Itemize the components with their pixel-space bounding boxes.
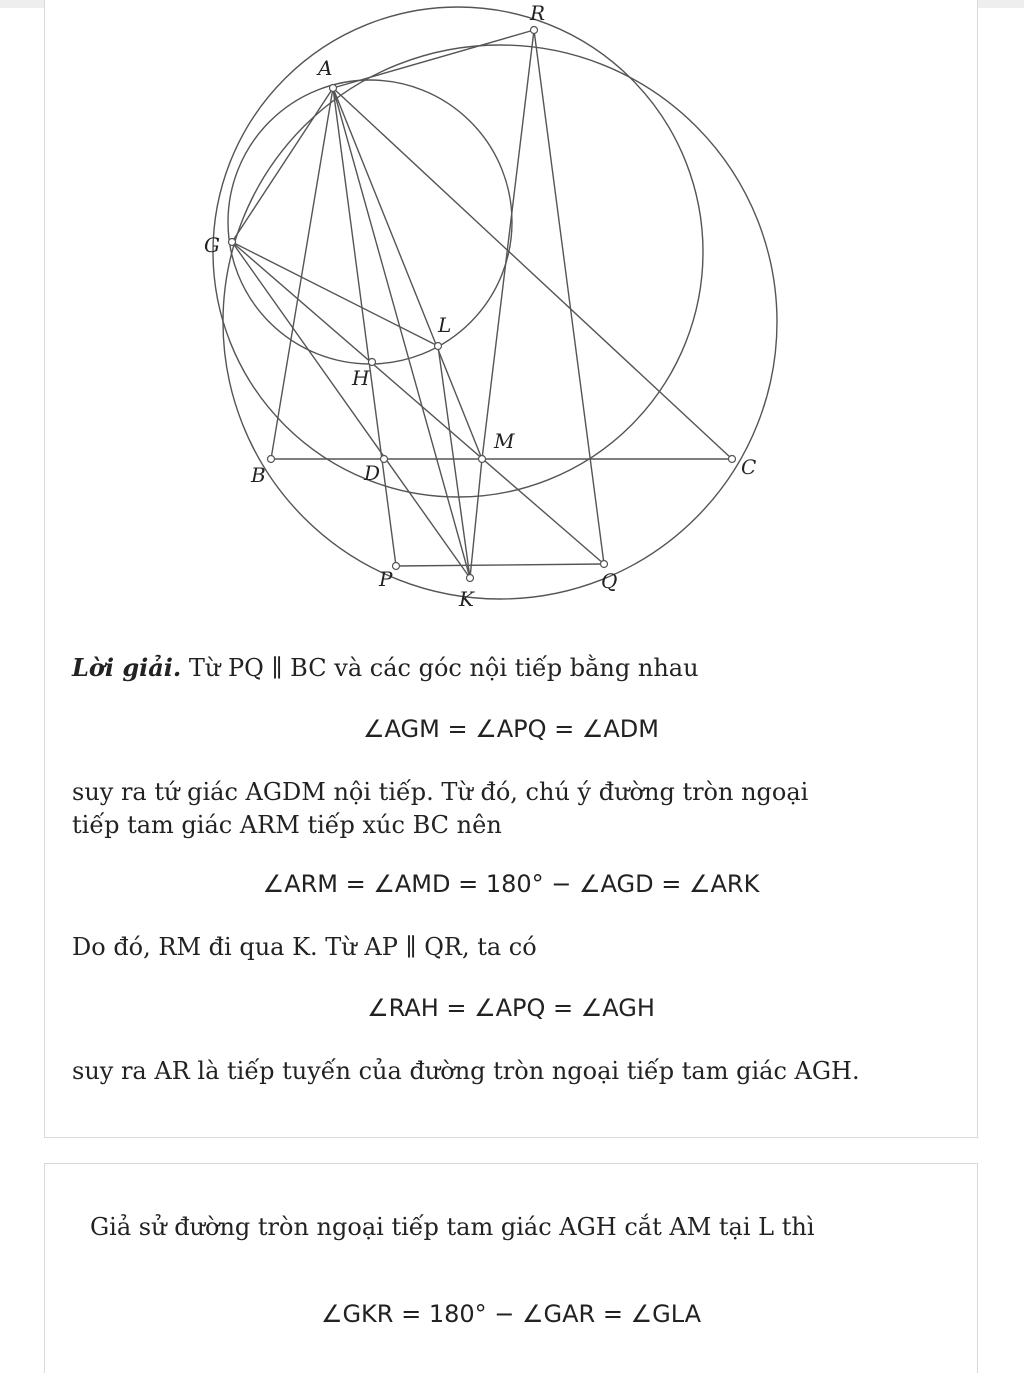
label-C: C: [741, 455, 757, 479]
label-G: G: [204, 233, 220, 257]
solution-intro-line: [72, 652, 699, 684]
answer-card: [44, 1163, 978, 1373]
label-D: D: [364, 461, 381, 485]
solution-title: Lời giải.: [72, 653, 182, 682]
equation-2: ∠ARM = ∠AMD = 180° − ∠AGD = ∠ARK: [262, 870, 760, 898]
label-H: H: [352, 366, 370, 390]
label-B: B: [251, 463, 266, 487]
label-A: A: [318, 56, 333, 80]
geometry-figure: [150, 0, 850, 620]
equation-1: ∠AGM = ∠APQ = ∠ADM: [363, 715, 659, 743]
equation-3: ∠RAH = ∠APQ = ∠AGH: [367, 994, 655, 1022]
paragraph-2-line-2: tiếp tam giác ARM tiếp xúc BC nên: [72, 811, 502, 839]
label-L: L: [438, 313, 452, 337]
label-Q: Q: [601, 569, 618, 593]
answer-paragraph-1: Giả sử đường tròn ngoại tiếp tam giác AGH cắt AM tại L thì: [90, 1213, 815, 1241]
label-M: M: [494, 429, 515, 453]
label-K: K: [459, 587, 474, 611]
paragraph-2-line-1: suy ra tứ giác AGDM nội tiếp. Từ đó, chú ý đường tròn ngoại: [72, 778, 809, 806]
answer-equation-1: ∠GKR = 180° − ∠GAR = ∠GLA: [320, 1300, 702, 1328]
paragraph-3: Do đó, RM đi qua K. Từ AP ∥ QR, ta có: [72, 933, 537, 961]
label-R: R: [530, 1, 546, 25]
label-P: P: [379, 567, 393, 591]
circle-arm: [213, 7, 703, 497]
solution-intro-text: Từ PQ ∥ BC và các góc nội tiếp bằng nhau: [188, 654, 699, 682]
paragraph-4: suy ra AR là tiếp tuyến của đường tròn ngoại tiếp tam giác AGH.: [72, 1057, 860, 1085]
